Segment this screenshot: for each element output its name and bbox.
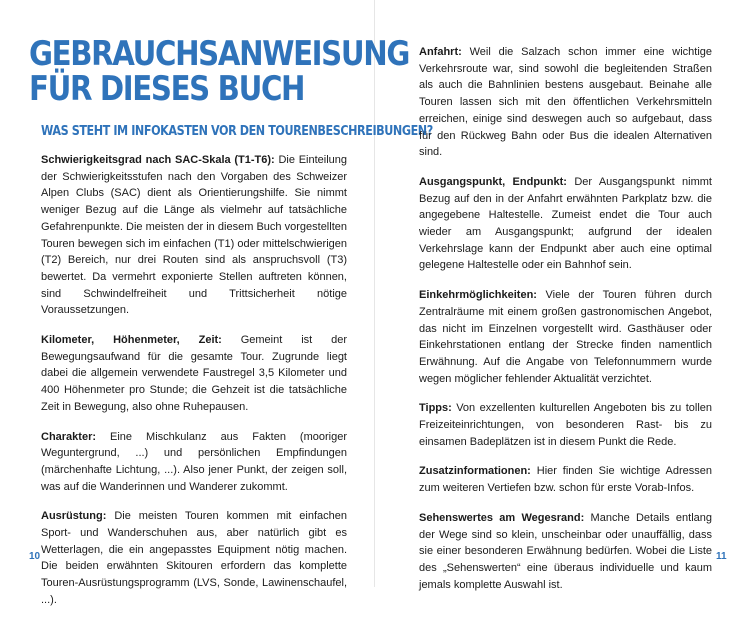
paragraph-distance — [41, 332, 347, 416]
page-title — [29, 34, 409, 109]
paragraph-label: Schwierigkeitsgrad nach SAC-Skala (T1-T6): — [41, 154, 275, 166]
title-line-2: FÜR DIESES BUCH — [29, 69, 305, 109]
paragraph-label: Ausgangspunkt, Endpunkt: — [419, 175, 567, 188]
paragraph-label: Sehenswertes am Wegesrand: — [419, 511, 585, 524]
paragraph-character — [41, 429, 347, 496]
paragraph-difficulty — [41, 152, 347, 319]
paragraph-arrival — [419, 44, 712, 161]
paragraph-label: Zusatzinformationen: — [419, 465, 531, 478]
section-subheading: WAS STEHT IM INFOKASTEN VOR DEN TOURENBESCHREIBUNGEN? — [41, 124, 433, 139]
paragraph-text: Die Einteilung der Schwierigkeitsstufen nach den Vorgaben des Schweizer Alpen Clubs (SAC) dient als Orientierungshilfe. Sie nimmt weniger Bezug auf die Länge als vielmehr auf tatsächliche Gefahrenpunkte. Die meisten der in diesem Buch vorgestellten Touren bewegen sich im einfachen (T1) oder mittelschwierigen (T2) Bereich, nur drei Routen sind als anspruchsvoll (T3) bewertet. Da vermehrt exponierte Stellen auftreten können, sind Schwindelfreiheit und Trittsicherheit nötige Voraussetzungen. — [41, 154, 348, 317]
paragraph-text: Eine Mischkulanz aus Fakten (mooriger Weguntergrund, ...) und persönlichen Empfindungen (märchenhafte Lichtung, ...). Also jener Punkt, der zeigen soll, was auf die Wanderinnen und Wanderer zukommt. — [41, 430, 347, 493]
page-number-left: 10 — [29, 551, 41, 562]
paragraph-text: Gemeint ist der Bewegungsaufwand für die gesamte Tour. Zugrunde liegt dabei die allgemein verwendete Faustregel 3,5 Kilometer und 400 Höhenmeter pro Stunde; die Gehzeit ist die tatsächliche Zeit in Bewegung, also ohne Ruhepausen. — [41, 334, 347, 413]
paragraph-label: Charakter: — [41, 430, 97, 443]
paragraph-tips — [419, 400, 712, 450]
paragraph-text: Weil die Salzach schon immer eine wichtige Verkehrsroute war, sind sowohl die begleitenden Straßen als auch die Bahnlinien bestens ausgebaut. Beinahe alle Touren lassen sich mit den öffentlichen Verkehrsmitteln erreichen, einige sind deswegen auch so aufgebaut, dass für den Rückweg Bahn oder Bus die idealen Alternativen sind. — [419, 46, 712, 159]
paragraph-equipment — [41, 508, 347, 608]
paragraph-label: Einkehrmöglichkeiten: — [419, 289, 537, 302]
paragraph-text: Hier finden Sie wichtige Adressen zum weiteren Vertiefen bzw. schon für erste Vorab-Infos. — [419, 465, 712, 495]
paragraph-refreshments — [419, 287, 712, 387]
left-text-column — [41, 152, 347, 622]
paragraph-start-end — [419, 174, 712, 274]
paragraph-text: Von exzellenten kulturellen Angeboten bis zu tollen Freizeiteinrichtungen, von besonderen Rast- bis zu einsamen Badeplätzen ist in diesem Punkt die Rede. — [419, 402, 712, 448]
paragraph-additional-info — [419, 463, 712, 496]
paragraph-label: Anfahrt: — [419, 46, 462, 58]
paragraph-text: Die meisten Touren kommen mit einfachen Sport- und Wanderschuhen aus, aber natürlich gibt es Wetterlagen, die ein angepasstes Equipment nötig machen. Die beiden erwähnten Skitouren erfordern das komplette Touren-Ausrüstungsprogramm (LVS, Sonde, Lawinenschaufel, ...). — [41, 510, 347, 606]
paragraph-text: Manche Details entlang der Wege sind so klein, unscheinbar oder unauffällig, dass sie einer besonderen Erwähnung bedürfen. Wobei die Liste des „Sehenswerten“ eine überaus individuelle und kaum jemals komplette Auswahl ist. — [419, 511, 713, 591]
right-text-column — [419, 44, 712, 606]
paragraph-label: Tipps: — [419, 402, 452, 415]
title-line-1: GEBRAUCHSANWEISUNG — [29, 34, 409, 74]
paragraph-label: Ausrüstung: — [41, 510, 107, 523]
page-number-right: 11 — [716, 551, 727, 562]
paragraph-text: Viele der Touren führen durch Zentralräume mit einem großen gastronomischen Angebot, das nicht im Einzelnen vorgestellt wird. Gasthäuser oder Einkehrstationen entlang der Strecke finden namentlich Erwähnung. Auf die Angabe von Telefonnummern wurde wegen möglicher fehlender Aktualität verzichtet. — [419, 289, 712, 385]
paragraph-label: Kilometer, Höhenmeter, Zeit: — [41, 334, 222, 347]
paragraph-text: Der Ausgangspunkt nimmt Bezug auf den in der Anfahrt erwähnten Parkplatz bzw. die angegebene Haltestelle. Zumeist endet die Tour auch wieder am Ausgangspunkt; aufgrund der idealen Verkehrslage kann der Endpunkt aber auch eine optimal gelegene Haltestelle oder ein Bahnhof sein. — [419, 175, 712, 272]
paragraph-sights — [419, 510, 712, 594]
right-page — [375, 0, 750, 591]
